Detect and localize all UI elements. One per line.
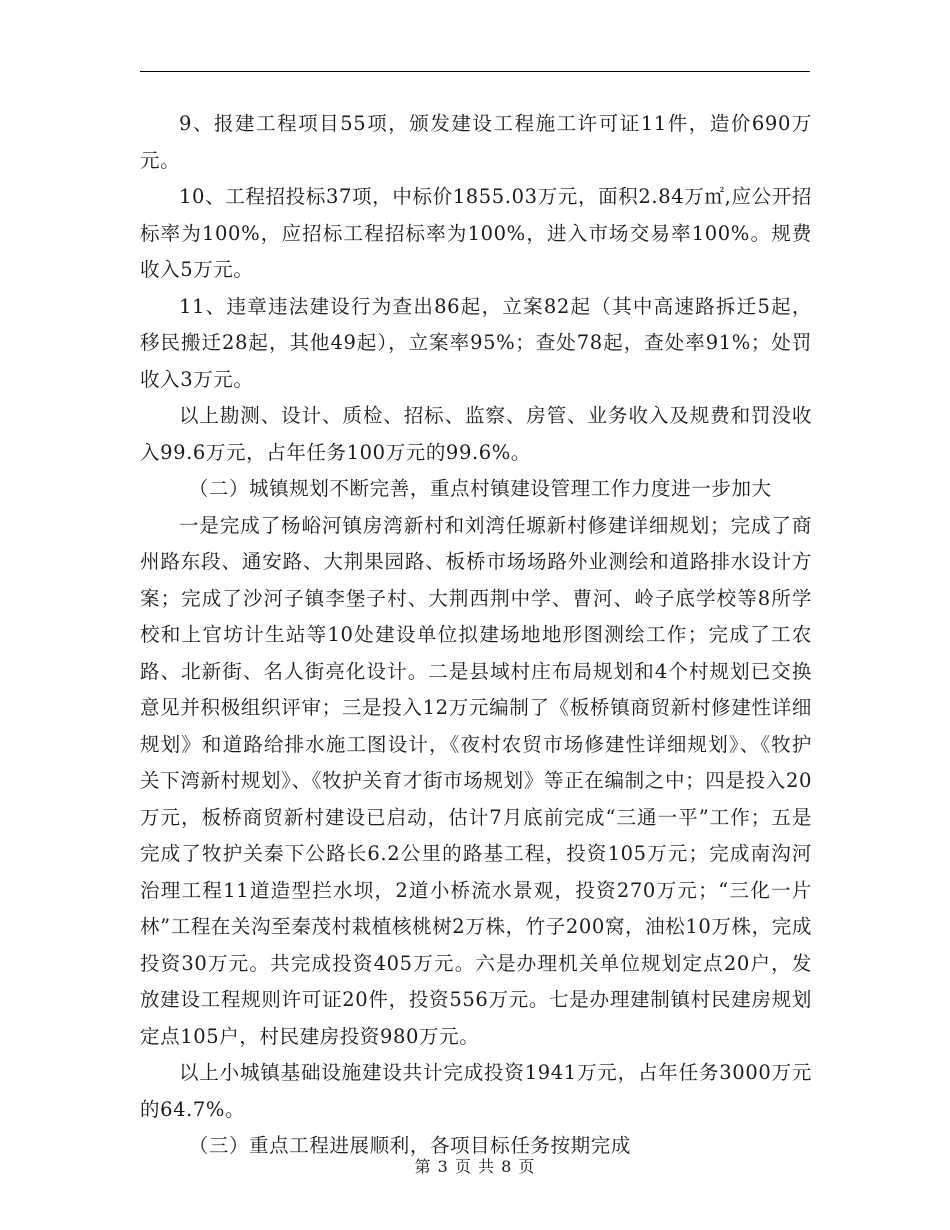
paragraph-item-9: 9、报建工程项目55项，颁发建设工程施工许可证11件，造价690万元。: [140, 112, 812, 172]
paragraph-planning-details: 一是完成了杨峪河镇房湾新村和刘湾任塬新村修建详细规划；完成了商州路东段、通安路、大荆果园路、板桥市场场路外业测绘和道路排水设计方案；完成了沙河子镇李堡子村、大荆西荆中学、曹河、岭子底学校等8所学校和上官坊计生站等10处建设单位拟建场地地形图测绘工作；完成了工农路、北新街、名人街亮化设计。二是县域村庄布局规划和4个村规划已交换意见并积极组织评审；三是投入12万元编制了《板桥镇商贸新村修建性详细规划》和道路给排水施工图设计，《夜村农贸市场修建性详细规划》、《牧护关下湾新村规划》、《牧护关育才街市场规划》等正在编制之中；四是投入20万元，板桥商贸新村建设已启动，估计7月底前完成“三通一平”工作；五是完成了牧护关秦下公路长6.2公里的路基工程，投资105万元；完成南沟河治理工程11道造型拦水坝，2道小桥流水景观，投资270万元；“三化一片林”工程在关沟至秦茂村栽植核桃树2万株，竹子200窝，油松10万株，完成投资30万元。共完成投资405万元。六是办理机关单位规划定点20户，发放建设工程规则许可证20件，投资556万元。七是办理建制镇村民建房规划定点105户，村民建房投资980万元。: [140, 513, 812, 1048]
paragraph-summary-investment: 以上小城镇基础设施建设共计完成投资1941万元，占年任务3000万元的64.7%。: [140, 1061, 812, 1121]
page-number-footer: 第 3 页 共 8 页: [414, 1157, 536, 1176]
header-rule: [140, 71, 810, 72]
paragraph-item-11: 11、违章违法建设行为查出86起，立案82起（其中高速路拆迁5起，移民搬迁28起，其他49起），立案率95%；查处78起，查处率91%；处罚收入3万元。: [140, 294, 812, 391]
paragraph-item-10: 10、工程招投标37项，中标价1855.03万元，面积2.84万㎡,应公开招标率为100%，应招标工程招标率为100%，进入市场交易率100%。规费收入5万元。: [140, 185, 812, 281]
paragraph-summary-revenue: 以上勘测、设计、质检、招标、监察、房管、业务收入及规费和罚没收入99.6万元，占年任务100万元的99.6%。: [140, 404, 812, 464]
section-heading-3: （三）重点工程进展顺利，各项目标任务按期完成: [188, 1134, 631, 1157]
section-heading-2: （二）城镇规划不断完善，重点村镇建设管理工作力度进一步加大: [188, 477, 772, 500]
body-text: [140, 106, 812, 1165]
